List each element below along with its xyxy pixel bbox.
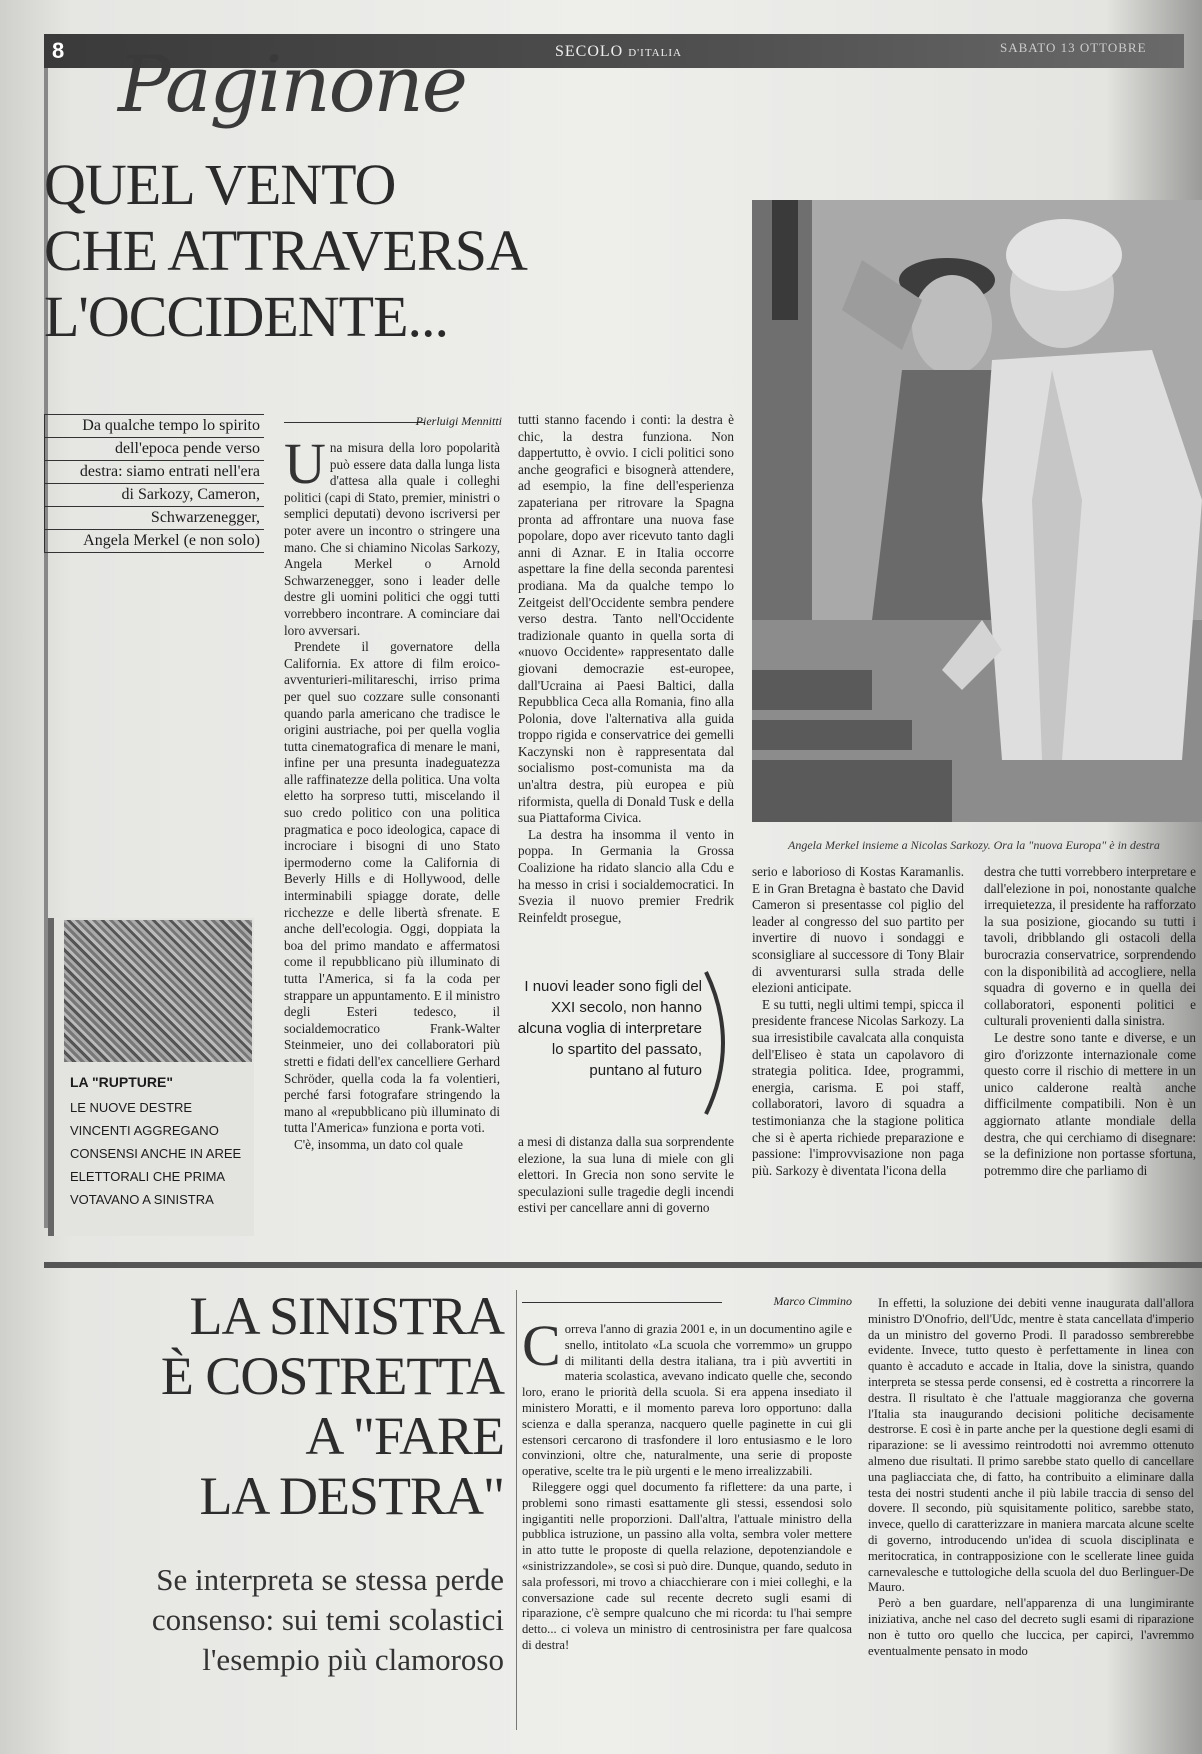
issue-date: SABATO 13 OTTOBRE	[1000, 40, 1147, 55]
deck-line: Schwarzenegger,	[44, 507, 264, 530]
deck-line: di Sarkozy, Cameron,	[44, 484, 264, 507]
paragraph: orreva l'anno di grazia 2001 e, in un documentino agile e snello, intitolato «La scuola che vorremmo» un gruppo di militanti della destra italiana, tra i più avvertiti in materia scolastica, avevano indicato quelle che, secondo loro, erano le priorità della scuola. Si era appena insediato il ministero Moratti, e il momento pareva loro opportuno: dalla scienza e dalla speranza, nacquero quelle paginette in cui gli estensori cercarono di trasfondere il loro entusiasmo e le loro convinzioni, oltre che, naturalmente, una serie di proposte operative, scelte tra le più urgenti e le meno irrealizzabili.	[522, 1322, 852, 1479]
deck-line: Angela Merkel (e non solo)	[44, 530, 264, 553]
article1-column-2	[518, 412, 734, 952]
masthead-title: SECOLO	[555, 43, 624, 60]
article1-column-1	[284, 440, 500, 1232]
deck-line: destra: siamo entrati nell'era	[44, 461, 264, 484]
paragraph: Le destre sono tante e diverse, e un giro d'orizzonte internazionale come questo corre il rischio di mettere in un unico calderone realtà anche difficilmente compatibili. Non è un aggiornato atlante mondiale della destra, che qui cerchiamo di disegnare: se la definizione non portasse sfortuna, potremmo dire che parliamo di	[984, 1029, 1196, 1178]
masthead	[555, 43, 682, 61]
deck-line: dell'epoca pende verso	[44, 438, 264, 461]
article2-headline	[54, 1286, 504, 1526]
article2-subheadline	[54, 1560, 504, 1680]
rupture-sidebox	[48, 918, 254, 1236]
article2-column-1	[522, 1322, 852, 1732]
headline-line: L'OCCIDENTE...	[44, 284, 449, 349]
headline-line: CHE ATTRAVERSA	[44, 218, 527, 283]
headline-line: È COSTRETTA	[160, 1346, 504, 1406]
article2-column-2	[868, 1296, 1194, 1732]
merkel-sarkozy-photo	[752, 200, 1202, 822]
paragraph: a mesi di distanza dalla sua sorprendente elezione, la sua luna di miele con gli elettori. In Grecia non sono servite le speculazioni sulle tragedie degli incendi estivi per cancellare anni di governo	[518, 1134, 734, 1216]
paragraph: Però a ben guardare, nell'apparenza di una lungimirante iniziativa, anche nel caso del decreto sugli esami di riparazione non è tutto oro quello che luccica, per capirci, l'avremmo eventualmente pensato in modo	[868, 1596, 1194, 1658]
paragraph: E su tutti, negli ultimi tempi, spicca il presidente francese Nicolas Sarkozy. La sua irresistibile cavalcata alla conquista dell'Eliseo è stata un capolavoro di strategia politica. Idee, programmi, energia, carisma. E poi staff, collaboratori, lavoro di squadra a testimonianza che la stagione politica che si è aperta richiede preparazione e passione: l'improvvisazione non paga più. Sarkozy è diventata l'icona della	[752, 996, 964, 1178]
paragraph: Prendete il governatore della California. Ex attore di film eroico-avventurieri-militareschi, irriso prima per quel suo cozzare sulle consonanti quando parla americano che tradisce le origini austriache, poi per quella voglia tutta cinematografica di menare le mani, infine per una presunta inadeguatezza alle raffinatezze della politica. Una volta eletto ha sorpreso tutti, miscelando il suo credo politico con una politica pragmatica e poco ideologica, capace di incrociare i bisogni di uno Stato ipermoderno come la California di Beverly Hills e di Hollywood, delle interminabili spiagge dorate, delle ricchezze e delle libertà sfrenate. E anche dell'ecologia. Oggi, doppiata la boa del primo mandato e affermatosi come il repubblicano più illuminato di tutta l'America, si fa la coda per strappare un appuntamento. E il ministro degli Esteri tedesco, il socialdemocratico Frank-Walter Steinmeier, uno dei collaboratori più stretti e fidati dell'ex cancelliere Gerhard Schröder, quella coda la fa volentieri, perché farsi fotografare stringendo la mano al «repubblicano più illuminato di tutta l'America» funziona e porta voti.	[284, 639, 500, 1136]
article1-column-4	[984, 864, 1196, 1234]
paragraph: C'è, insomma, un dato col quale	[294, 1136, 464, 1152]
section-divider	[44, 1262, 1202, 1268]
article1-headline	[44, 152, 764, 350]
headline-line: LA DESTRA"	[199, 1466, 504, 1526]
pull-quote-parenthesis	[700, 968, 740, 1118]
sidebox-text: LE NUOVE DESTRE VINCENTI AGGREGANO CONSENSI ANCHE IN AREE ELETTORALI CHE PRIMA VOTAVANO A SINISTRA	[70, 1100, 242, 1207]
paragraph: In effetti, la soluzione dei debiti venne inaugurata dall'allora ministro D'Onofrio, dell'Udc, mentre è stata cancellata d'imperio da un ministro del governo Prodi. Il paradosso sembrerebbe evidente. Invece, tutto questo è perfettamente in linea con quanto è accaduto e accade in Italia, dove la sinistra, quando interpreta se stessa perde consensi, ed è costretta a rincorrere la destra. Il risultato è che l'attuale maggioranza che governa l'Italia sta inaugurando decisioni politiche decisamente destrorse. E così è in parte anche per la questione degli esami di riparazione: se li avessimo reintrodotti noi avremmo ottenuto almeno due risultati. Il primo sarebbe stato quello di cancellare una pagliacciata che, di fatto, ha contribuito a eliminare dalla testa dei nostri studenti anche il più labile traccia di senso del dovere. Il secondo, più squisitamente politico, sarebbe stato, invece, quello di caratterizzare in maniera marcata alcune scelte di governo, introducendo un'idea di scuola disciplinata e meritocratica, in contrapposizione con le scellerate linee guida carnevalesche e tuttologiche della scuola del duo Berlinguer-De Mauro.	[868, 1296, 1194, 1595]
paragraph: destra che tutti vorrebbero interpretare e dall'elezione in poi, nonostante qualche irrequietezza, il presidente ha rafforzato la sua posizione, giocando su tutti i tavoli, dribblando gli ostacoli della burocrazia conservatrice, sorprendendo con la disponibilità ad accogliere, nella squadra di governo e in quella dei collaboratori, esponenti politici e culturali provenienti dalla sinistra.	[984, 864, 1196, 1029]
subheadline-line: l'esempio più clamoroso	[202, 1642, 504, 1677]
paragraph: La destra ha insomma il vento in poppa. In Germania la Grossa Coalizione ha ridato slancio alla Cdu e ha messo in crisi i socialdemocratici. In Svezia il nuovo premier Fredrik Reinfeldt prosegue,	[518, 826, 734, 925]
deck-line: Da qualche tempo lo spirito	[44, 414, 264, 438]
column-rule	[516, 1290, 517, 1730]
pull-quote: I nuovi leader sono figli del XXI secolo, non hanno alcuna voglia di interpretare lo spartito del passato, puntano al futuro	[517, 978, 702, 1079]
headline-line: LA SINISTRA	[189, 1286, 504, 1346]
masthead-small: D'ITALIA	[628, 47, 682, 59]
subheadline-line: Se interpreta se stessa perde	[156, 1562, 504, 1597]
section-title: Paginone	[118, 40, 466, 130]
page-number: 8	[52, 38, 65, 63]
dropcap: C	[522, 1322, 561, 1378]
photo-caption: Angela Merkel insieme a Nicolas Sarkozy. Ora la "nuova Europa" è in destra	[788, 838, 1160, 852]
paragraph: serio e laborioso di Kostas Karamanlis. E in Gran Bretagna è bastato che David Cameron si presentasse col piglio del leader al congresso del suo partito per invertire di nuovo i sondaggi e sconsigliare al successore di Tony Blair di avventurarsi sulla strada delle elezioni anticipate.	[752, 864, 964, 996]
article1-column-3	[752, 864, 964, 1234]
headline-line: A "FARE	[305, 1406, 504, 1466]
subheadline-line: consenso: sui temi scolastici	[151, 1602, 504, 1637]
article1-deck	[44, 414, 264, 553]
paragraph: Rileggere oggi quel documento fa riflettere: da una parte, i problemi sono rimasti esattamente gli stessi, essendosi solo ingigantiti nelle proporzioni. Dall'altra, l'attuale ministro della pubblica istruzione, un passino alla volta, sembra voler mettere in atto tutte le proposte di quella relazione, depotenziandole e «sinistrizzandole», se così si può dire. Dunque, quando, seduto in sala professori, mi trovo a chiacchierare con i miei colleghi, e la conversazione cade sul recente decreto sugli esami di riparazione, c'è sempre qualcuno che mi ricorda: tu l'hai sempre detto... ci voleva un ministro di centrosinistra per fare qualcosa di destra!	[522, 1479, 852, 1652]
paragraph: tutti stanno facendo i conti: la destra è chic, la destra funziona. Non dappertutto, è ovvio. I cicli politici sono anche geografici e bisognerà attendere, ad esempio, la fine dell'esperienza zapateriana per ritrovare la Spagna pronta ad affrontare una nuova fase popolare, dopo aver ricevuto tanto dagli anni di Aznar. E in Italia occorre aspettare la fine della seconda parentesi prodiana. Ma da qualche tempo lo Zeitgeist dell'Occidente sembra pendere verso destra. Tanto nell'Occidente tradizionale quanto in quella sorta di «nuovo Occidente» rappresentato dalle giovani democrazie est-europee, dall'Ucraina ai Paesi Baltici, dalla Repubblica Ceca alla Romania, fino alla Polonia, dove l'alternativa alla guida troppo rigida e conservatrice dei gemelli Kaczynski non è rappresentata dal socialismo post-comunista ma da un'altra destra, più europea e più riformista, quella di Donald Tusk e della sua Piattaforma Civica.	[518, 412, 734, 826]
sidebox-title: LA "RUPTURE"	[70, 1074, 173, 1090]
photo-illustration	[752, 200, 1202, 822]
paragraph: na misura della loro popolarità può essere data dalla lunga lista d'attesa alla quale i colleghi politici (capi di Stato, premier, ministri o semplici deputati) devono iscriversi per poter avere un incontro o stringere una mano. Che si chiamino Nicolas Sarkozy, Angela Merkel o Arnold Schwarzenegger, sono i leader delle destre gli uomini politici che oggi tutti vorrebbero incontrare. A cominciare dai loro avversari.	[284, 440, 500, 638]
article2-byline: Marco Cimmino	[773, 1294, 852, 1308]
article1-byline: Pierluigi Mennitti	[415, 414, 502, 428]
article1-column-2b	[518, 1134, 734, 1234]
crowd-photo	[64, 920, 252, 1062]
headline-line: QUEL VENTO	[44, 152, 396, 217]
dropcap: U	[284, 440, 326, 496]
